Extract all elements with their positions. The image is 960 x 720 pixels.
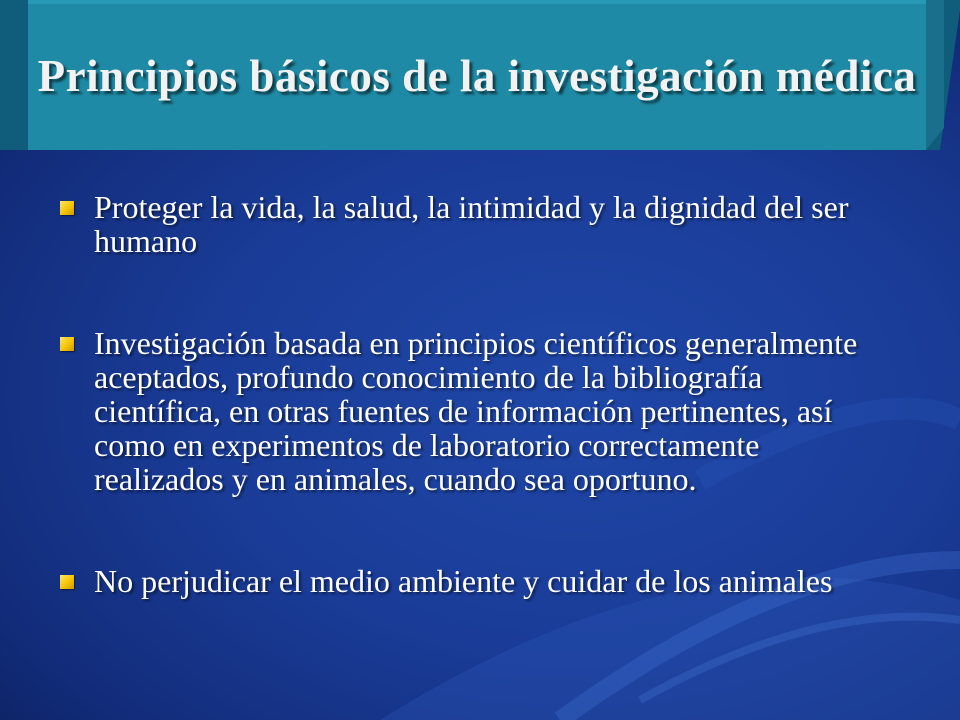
square-bullet-icon (60, 201, 74, 215)
square-bullet-icon (60, 337, 74, 351)
bullet-text: No perjudicar el medio ambiente y cuidar de los animales (94, 563, 833, 599)
bullet-text: Proteger la vida, la salud, la intimidad y la dignidad del ser humano (94, 189, 849, 259)
list-item (58, 564, 888, 598)
list-item (58, 326, 888, 496)
square-bullet-icon (60, 575, 74, 589)
list-item (58, 190, 888, 258)
bullet-list (58, 190, 888, 598)
bullet-text: Investigación basada en principios científicos generalmente aceptados, profundo conocimiento de la bibliografía científica, en otras fuentes de información pertinentes, así como en experimentos de laboratorio correctamente realizados y en animales, cuando sea oportuno. (94, 325, 858, 497)
slide-title: Principios básicos de la investigación médica (37, 51, 917, 101)
